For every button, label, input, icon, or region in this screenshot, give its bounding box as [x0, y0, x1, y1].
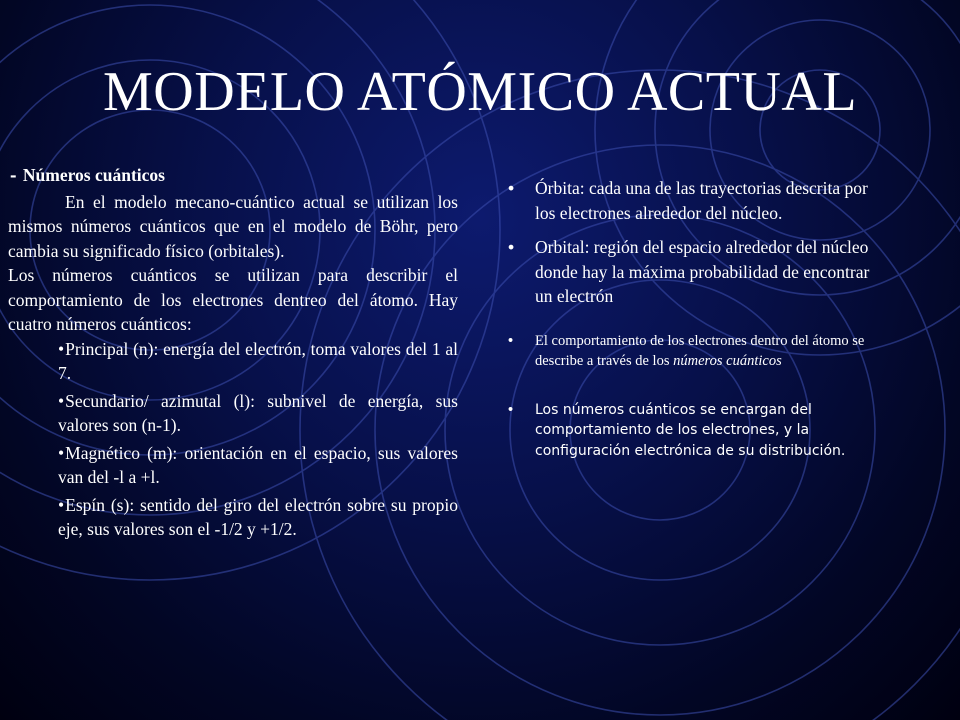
- quantum-numbers-list: [8, 337, 458, 542]
- bullet-icon: •: [508, 332, 514, 349]
- list-item: [58, 493, 458, 542]
- list-item: [58, 441, 458, 490]
- bullet-icon: •: [58, 390, 65, 411]
- left-text-column: [8, 163, 458, 545]
- quantum-summary-text: Los números cuánticos se encargan del comportamiento de los electrones, y la configuración electrónica de su distribución.: [535, 401, 846, 459]
- intro-paragraph: En el modelo mecano-cuántico actual se utilizan los mismos números cuánticos que en el modelo de Böhr, pero cambia su significado físico (orbitales).: [8, 191, 458, 261]
- description-paragraph: Los números cuánticos se utilizan para describir el comportamiento de los electrones dentreo del átomo. Hay cuatro números cuánticos:: [8, 265, 458, 334]
- bullet-icon: •: [58, 442, 65, 463]
- slide-title: MODELO ATÓMICO ACTUAL: [102, 61, 858, 123]
- list-item-text: Espín (s): sentido del giro del electrón sobre su propio eje, sus valores son el -1/2 y +1/2.: [58, 494, 458, 539]
- right-text-column: [505, 176, 875, 461]
- section-heading: [8, 163, 458, 190]
- behaviour-item: [505, 331, 875, 372]
- list-item: [58, 389, 458, 438]
- heading-text: Números cuánticos: [22, 165, 165, 185]
- orbital-item: [505, 235, 875, 309]
- orbita-item: [505, 176, 875, 225]
- heading-dash: -: [8, 167, 19, 187]
- bullet-icon: •: [508, 401, 514, 418]
- bullet-icon: •: [508, 178, 515, 198]
- bullet-icon: •: [58, 494, 65, 515]
- list-item-text: Secundario/ azimutal (l): subnivel de energía, sus valores son (n-1).: [58, 390, 458, 435]
- orbita-text: Órbita: cada una de las trayectorias descrita por los electrones alrededor del núcleo.: [535, 178, 868, 223]
- behaviour-text: El comportamiento de los electrones dentro del átomo se describe a través de los: [535, 332, 865, 369]
- behaviour-emphasis: números cuánticos: [673, 353, 782, 369]
- orbital-text: Orbital: región del espacio alrededor del núcleo donde hay la máxima probabilidad de encontrar un electrón: [535, 237, 870, 306]
- list-item: [58, 337, 458, 386]
- quantum-summary-item: [505, 400, 875, 462]
- list-item-text: Magnético (m): orientación en el espacio, sus valores van del -l a +l.: [58, 442, 458, 487]
- bullet-icon: •: [58, 338, 65, 359]
- list-item-text: Principal (n): energía del electrón, toma valores del 1 al 7.: [58, 338, 458, 383]
- bullet-icon: •: [508, 237, 515, 257]
